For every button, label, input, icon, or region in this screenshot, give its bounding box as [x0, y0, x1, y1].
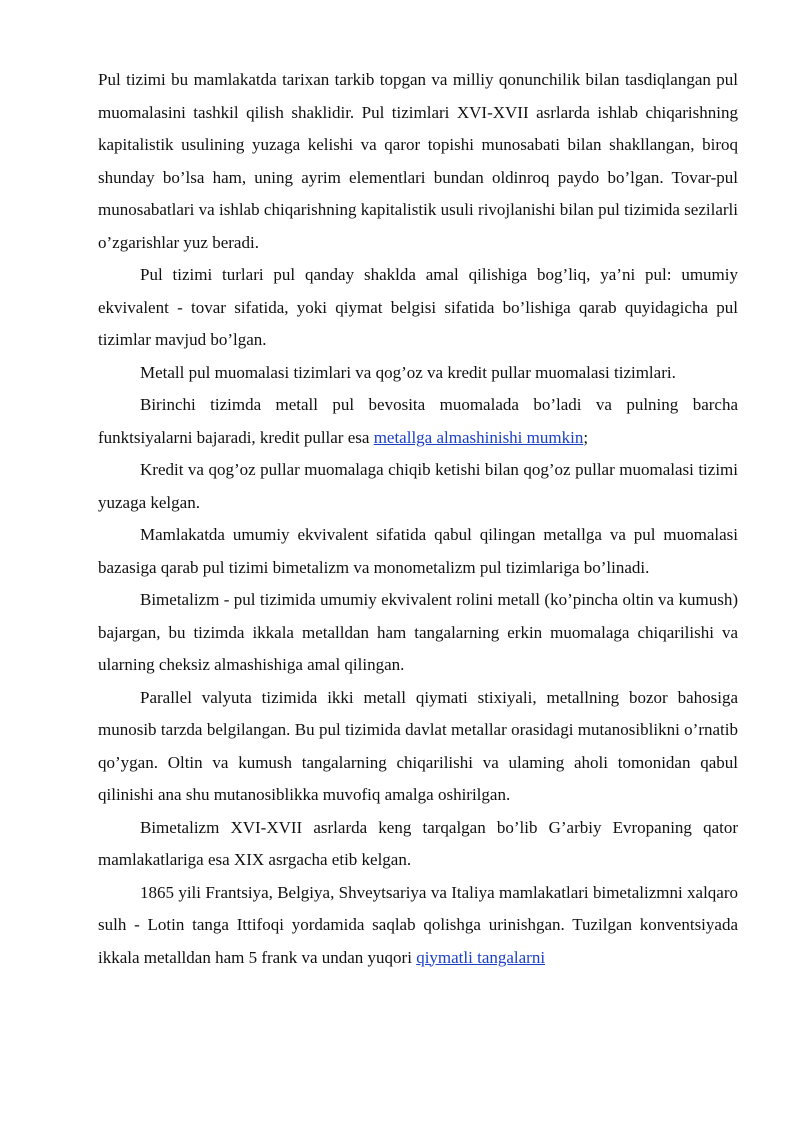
paragraph-pul-tizimi-intro: Pul tizimi bu mamlakatda tarixan tarkib topgan va milliy qonunchilik bilan tasdiqlangan pul muomalasini tashkil qilish shaklidir. Pul tizimlari XVI-XVII asrlarda ishlab chiqarishning kapitalistik usulining yuzaga kelishi va qaror topishi munosabati bilan shakllangan, biroq shunday bo’lsa ham, uning ayrim elementlari bundan oldinroq paydo bo’lgan. Tovar-pul munosabatlari va ishlab chiqarishning kapitalistik usuli rivojlanishi bilan pul tizimida sezilarli o’zgarishlar yuz beradi. — [98, 70, 738, 252]
document-page — [98, 64, 738, 974]
paragraph-text: 1865 yili Frantsiya, Belgiya, Shveytsariya va Italiya mamlakatlari bimetalizmni xalqaro sulh - Lotin tanga Ittifoqi yordamida saqlab qolishga urinishgan. Tuzilgan konventsiyada ikkala metalldan ham 5 frank va undan yuqori — [98, 882, 738, 967]
paragraph-bimetalizm-history: Bimetalizm XVI-XVII asrlarda keng tarqalgan bo’lib G’arbiy Evropaning qator mamlakatlariga esa XIX asrgacha etib kelgan. — [98, 817, 738, 869]
paragraph-parallel-valyuta: Parallel valyuta tizimida ikki metall qiymati stixiyali, metallning bozor bahosiga munosib tarzda belgilangan. Bu pul tizimida davlat metallar orasidagi mutanosiblikni o’rnatib qo’ygan. Oltin va kumush tangalarning chiqarilishi va ulaming aholi tomonidan qabul qilinishi ana shu mutanosiblikka muvofiq amalga oshirilgan. — [98, 687, 738, 804]
metallga-almashinishi-link[interactable]: metallga almashinishi mumkin — [373, 427, 584, 447]
paragraph-kredit-qogoz: Kredit va qog’oz pullar muomalaga chiqib ketishi bilan qog’oz pullar muomalasi tizimi yuzaga kelgan. — [98, 460, 738, 512]
paragraph-birinchi-tizim — [98, 389, 738, 454]
paragraph-lotin-tanga — [98, 877, 738, 975]
paragraph-pul-tizimi-turlari: Pul tizimi turlari pul qanday shaklda amal qilishiga bog’liq, ya’ni pul: umumiy ekvivalent - tovar sifatida, yoki qiymat belgisi sifatida bo’lishiga qarab quyidagicha pul tizimlar mavjud bo’lgan. — [98, 265, 738, 349]
paragraph-umumiy-ekvivalent: Mamlakatda umumiy ekvivalent sifatida qabul qilingan metallga va pul muomalasi bazasiga qarab pul tizimi bimetalizm va monometalizm pul tizimlariga bo’linadi. — [98, 525, 738, 577]
qiymatli-tangalarni-link[interactable]: qiymatli tangalarni — [416, 947, 546, 967]
paragraph-metall-pul: Metall pul muomalasi tizimlari va qog’oz va kredit pullar muomalasi tizimlari. — [140, 362, 676, 382]
paragraph-text: ; — [583, 427, 589, 447]
paragraph-bimetalizm-definition: Bimetalizm - pul tizimida umumiy ekvivalent rolini metall (ko’pincha oltin va kumush) bajargan, bu tizimda ikkala metalldan ham tangalarning erkin muomalaga chiqarilishi va ularning cheksiz almashishiga amal qilingan. — [98, 590, 738, 674]
paragraph-text: Birinchi tizimda metall pul bevosita muomalada bo’ladi va pulning barcha funktsiyalarni bajaradi, kredit pullar esa — [98, 395, 738, 447]
